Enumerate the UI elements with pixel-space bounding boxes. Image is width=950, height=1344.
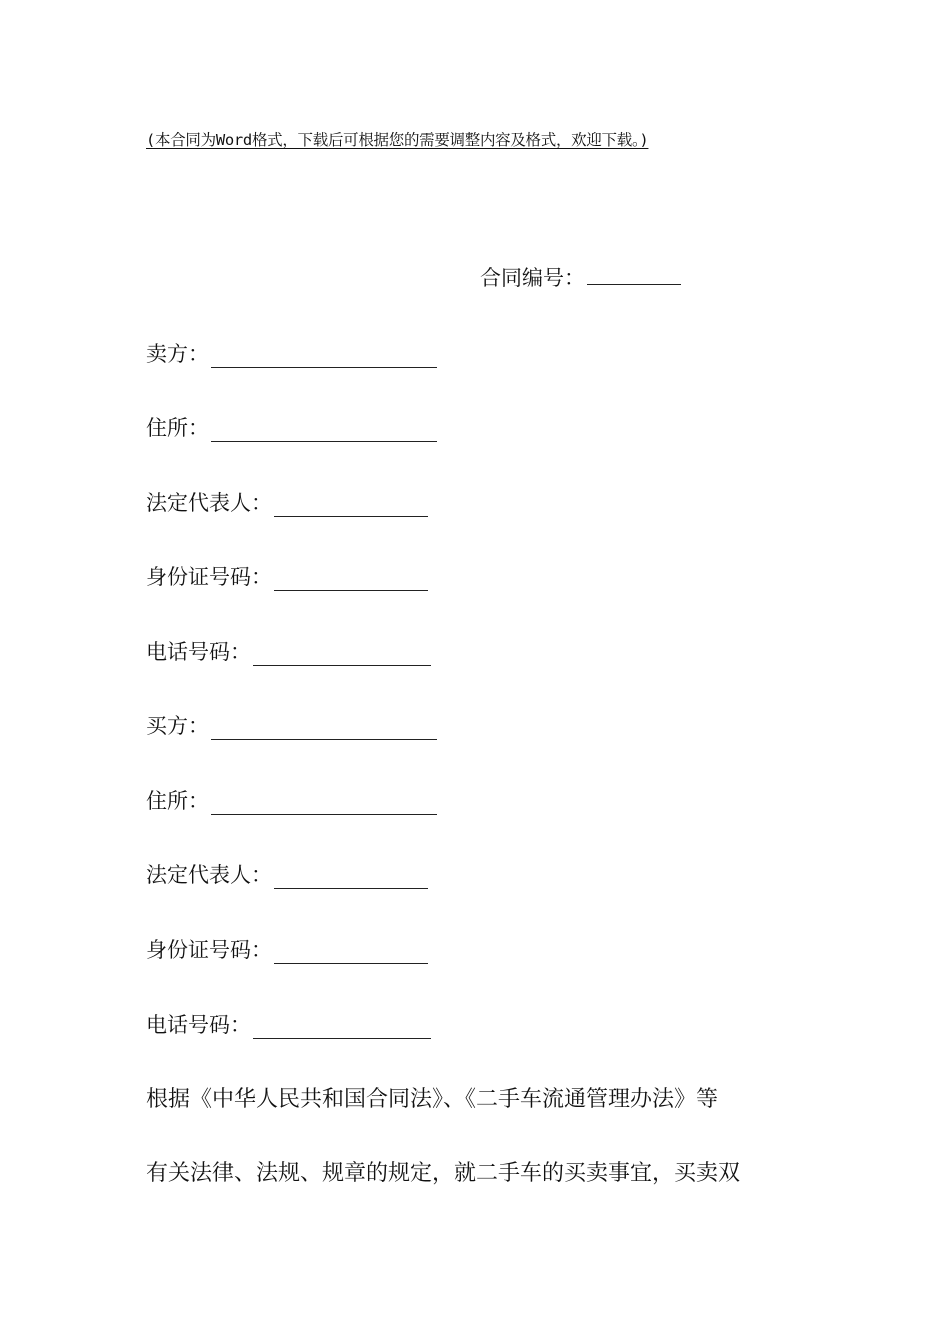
seller-address-blank [211, 419, 437, 442]
buyer-name-field [146, 710, 437, 740]
buyer-address-label: 住所： [146, 789, 209, 813]
buyer-id-label: 身份证号码： [146, 938, 272, 962]
buyer-phone-field [146, 1009, 431, 1039]
seller-legal-rep-blank [274, 494, 428, 517]
buyer-address-field [146, 785, 437, 815]
buyer-name-label: 买方： [146, 714, 209, 738]
body-line-1: 根据《中华人民共和国合同法》、《二手车流通管理办法》等 [146, 1087, 719, 1112]
buyer-id-field [146, 934, 428, 964]
buyer-legal-rep-blank [274, 866, 428, 889]
seller-phone-field [146, 636, 431, 666]
buyer-address-blank [211, 792, 437, 815]
buyer-legal-rep-field [146, 859, 428, 889]
seller-id-label: 身份证号码： [146, 565, 272, 589]
buyer-phone-label: 电话号码： [146, 1013, 251, 1037]
seller-address-label: 住所： [146, 416, 209, 440]
contract-number [480, 262, 681, 292]
seller-name-field [146, 338, 437, 368]
buyer-name-blank [211, 717, 437, 740]
buyer-id-blank [274, 941, 428, 964]
seller-name-blank [211, 345, 437, 368]
download-notice: (本合同为Word格式，下载后可根据您的需要调整内容及格式，欢迎下载。) [146, 131, 649, 149]
seller-id-blank [274, 568, 428, 591]
seller-id-field [146, 561, 428, 591]
contract-number-blank [587, 264, 681, 285]
seller-name-label: 卖方： [146, 342, 209, 366]
seller-phone-label: 电话号码： [146, 640, 251, 664]
seller-address-field [146, 412, 437, 442]
seller-legal-rep-label: 法定代表人： [146, 491, 272, 515]
contract-number-label: 合同编号： [480, 266, 585, 290]
body-line-2: 有关法律、法规、规章的规定，就二手车的买卖事宜，买卖双 [146, 1161, 741, 1186]
buyer-legal-rep-label: 法定代表人： [146, 863, 272, 887]
seller-phone-blank [253, 643, 431, 666]
seller-legal-rep-field [146, 487, 428, 517]
buyer-phone-blank [253, 1016, 431, 1039]
